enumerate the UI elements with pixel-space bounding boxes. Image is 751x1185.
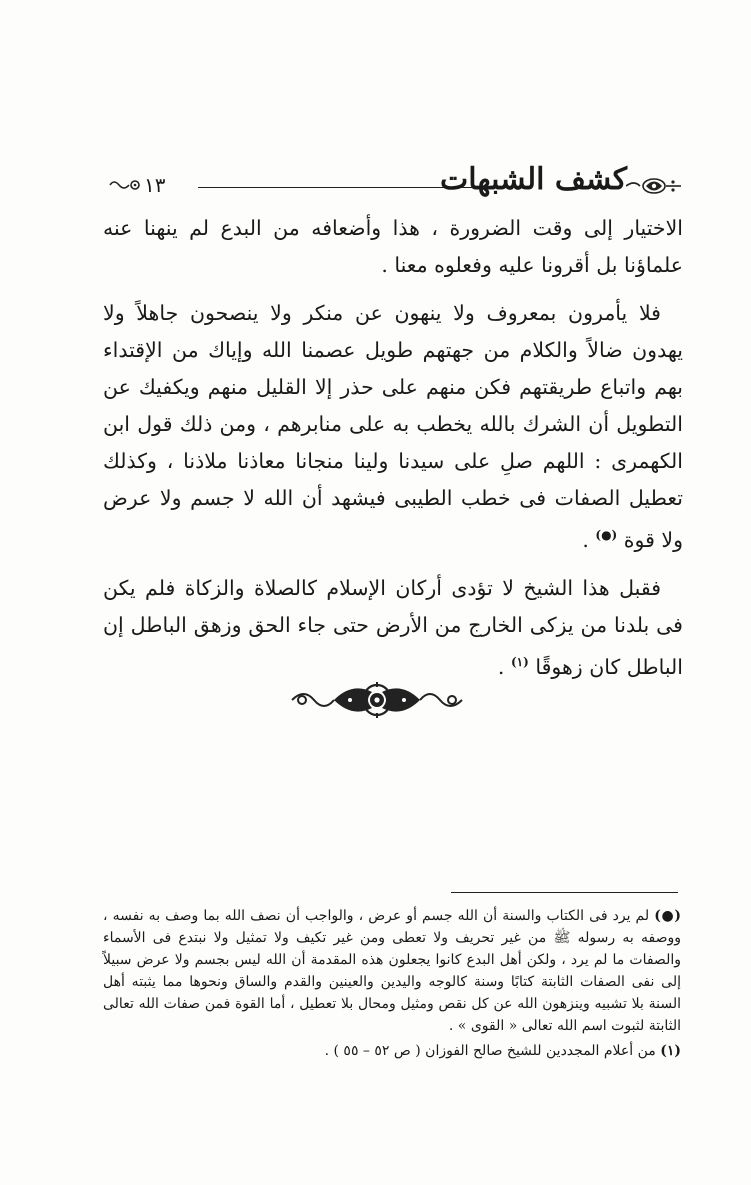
book-title: كشف الشبهات (439, 162, 627, 197)
fleuron-ornament-icon (626, 174, 682, 198)
paragraph-text: فلا يأمرون بمعروف ولا ينهون عن منكر ولا ينصحون جاهلاً ولا يهدون ضالاً والكلام من جهتهم طويل عصمنا الله وإياك من الإقتداء بهم واتباع طريقتهم فكن منهم على حذر إلا القليل منهم ويكفيك عن التطويل أن الشرك بالله يخطب به على منابرهم ، ومن ذلك قول ابن الكهمرى : اللهم صلِ على سيدنا ولينا منجانا معاذنا ملاذنا ، وكذلك تعطيل الصفات فى خطب الطيبى فيشهد أن الله لا جسم ولا عرض ولا قوة (103, 301, 683, 552)
swirl-ornament-icon (108, 176, 142, 194)
paragraph-text: فقبل هذا الشيخ لا تؤدى أركان الإسلام كالصلاة والزكاة فلم يكن فى بلدنا من يزكى الخارج من الأرض حتى جاء الحق وزهق الباطل إن الباطل كان زهوقًا (103, 575, 683, 679)
footnote-text: من أعلام المجددين للشيخ صالح الفوزان ( ص ٥٢ – ٥٥ ) . (324, 1043, 656, 1059)
main-text (103, 210, 683, 686)
footnote-mark: (●) (654, 908, 682, 924)
running-header (108, 160, 682, 212)
paragraph: الاختيار إلى وقت الضرورة ، هذا وأضعافه من البدع لم ينهنا عنه علماؤنا بل أقرونا عليه وفعلوه معنا . (103, 216, 683, 277)
footnote-ref-star: (●) (595, 528, 618, 542)
section-ornament-icon (290, 678, 464, 722)
footnote-mark: (١) (660, 1043, 681, 1059)
period: . (582, 527, 589, 552)
footnotes (103, 905, 681, 1062)
page-number: ١٣ (144, 173, 166, 197)
period: . (497, 654, 505, 679)
header-rule (198, 187, 480, 188)
footnote-rule (451, 892, 678, 893)
footnote-text: لم يرد فى الكتاب والسنة أن الله جسم أو عرض ، والواجب أن نصف الله بما وصف به نفسه ، ووصفه به رسوله ﷺ من غير تحريف ولا تعطى ومن غير تكيف ولا تمثيل ولا نبتدع فى الأسماء والصفات ما لم يرد ، ولكن أهل البدع كانوا يجعلون هذه المقدمة أن الله ليس بجسم ولا عرض سبيلاً إلى نفى الصفات الثابتة كتابًا وسنة كالوجه واليدين والعينين والقدم والساق ونحوها مما يثبته أهل السنة بلا تشبيه وينزهون الله عن كل نقص ومثيل ومحال بلا تعطيل ، أما القوة فمن صفات الله تعالى الثابتة لثبوت اسم الله تعالى « القوى » . (103, 908, 681, 1034)
paragraph (103, 570, 683, 686)
footnote-ref-one: (١) (510, 654, 529, 669)
footnote-star (103, 905, 681, 1037)
footnote-one (103, 1040, 681, 1062)
paragraph (103, 295, 683, 559)
